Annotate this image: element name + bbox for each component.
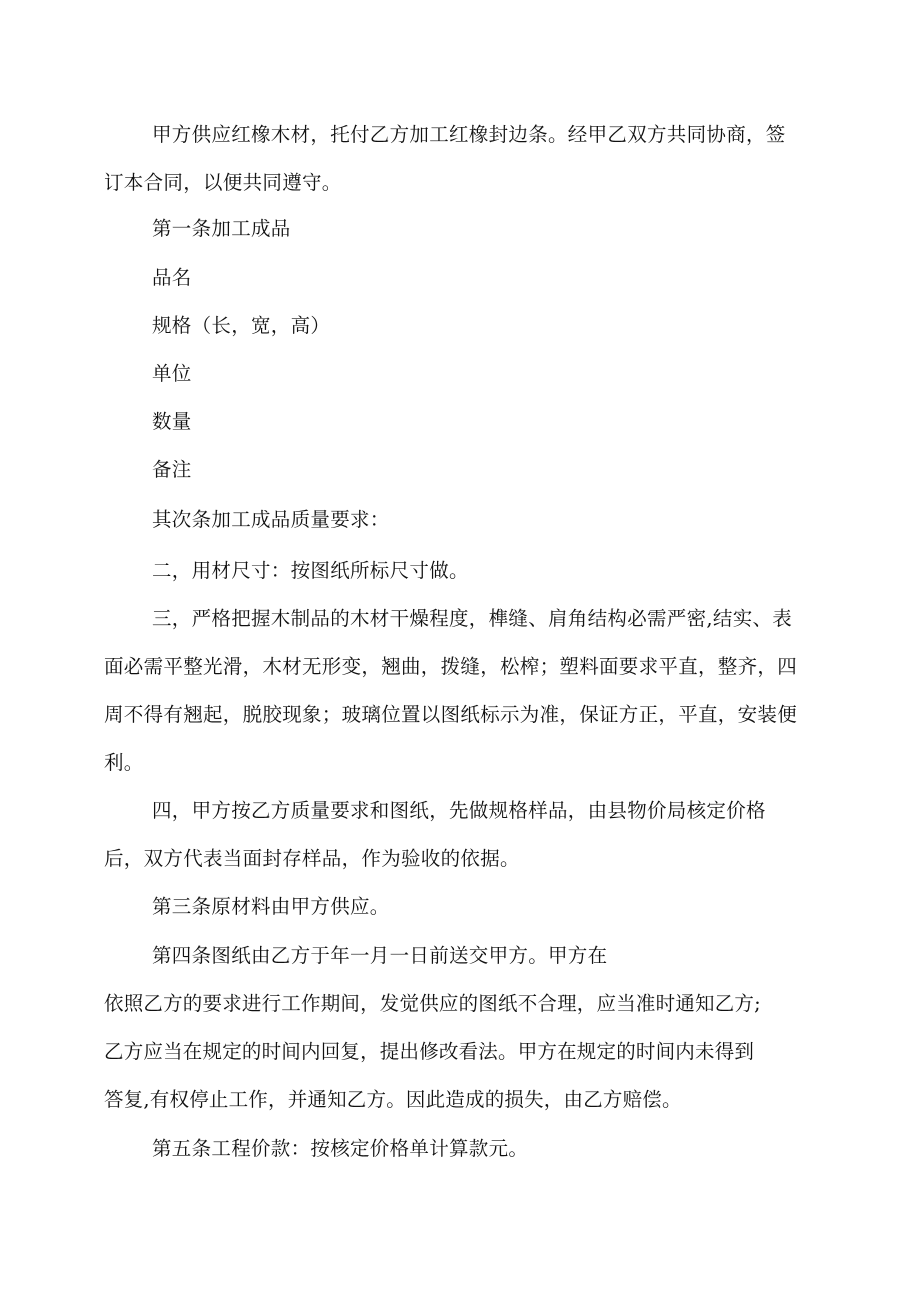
requirement-2: 二，用材尺寸：按图纸所标尺寸做。: [152, 559, 469, 582]
article-3: 第三条原材料由甲方供应。: [152, 895, 390, 918]
requirement-3: 三，严格把握木制品的木材干燥程度，榫缝、肩角结构必需严密,结实、表面必需平整光滑，木材无形变，翘曲，拨缝，松榨；塑料面要求平直，整齐，四周不得有翘起，脱胶现象；玻璃位置以图纸标示为准，保证方正，平直，安装便利。: [104, 607, 798, 774]
article-5: 第五条工程价款：按核定价格单计算款元。: [152, 1137, 529, 1160]
field-item-name: 品名: [152, 266, 192, 289]
article-4-line-1: 第四条图纸由乙方于年一月一日前送交甲方。甲方在: [152, 944, 608, 967]
article-2-title: 其次条加工成品质量要求：: [152, 508, 390, 531]
article-4-line-4: 答复,有权停止工作，并通知乙方。因此造成的损失，由乙方赔偿。: [104, 1088, 682, 1111]
intro-paragraph: 甲方供应红橡木材，托付乙方加工红橡封边条。经甲乙双方共同协商，签订本合同，以便共同遵守。: [104, 123, 786, 194]
field-item-unit: 单位: [152, 362, 192, 385]
field-item-note: 备注: [152, 458, 192, 481]
field-item-quantity: 数量: [152, 410, 192, 433]
requirement-4: 四，甲方按乙方质量要求和图纸，先做规格样品，由县物价局核定价格后，双方代表当面封存样品，作为验收的依据。: [104, 799, 766, 870]
article-4-line-2: 依照乙方的要求进行工作期间，发觉供应的图纸不合理，应当准时通知乙方;: [104, 992, 761, 1015]
field-item-spec: 规格（长，宽，高）: [152, 314, 331, 337]
article-4-line-3: 乙方应当在规定的时间内回复，提出修改看法。甲方在规定的时间内未得到: [104, 1040, 755, 1063]
article-1-title: 第一条加工成品: [152, 217, 291, 240]
